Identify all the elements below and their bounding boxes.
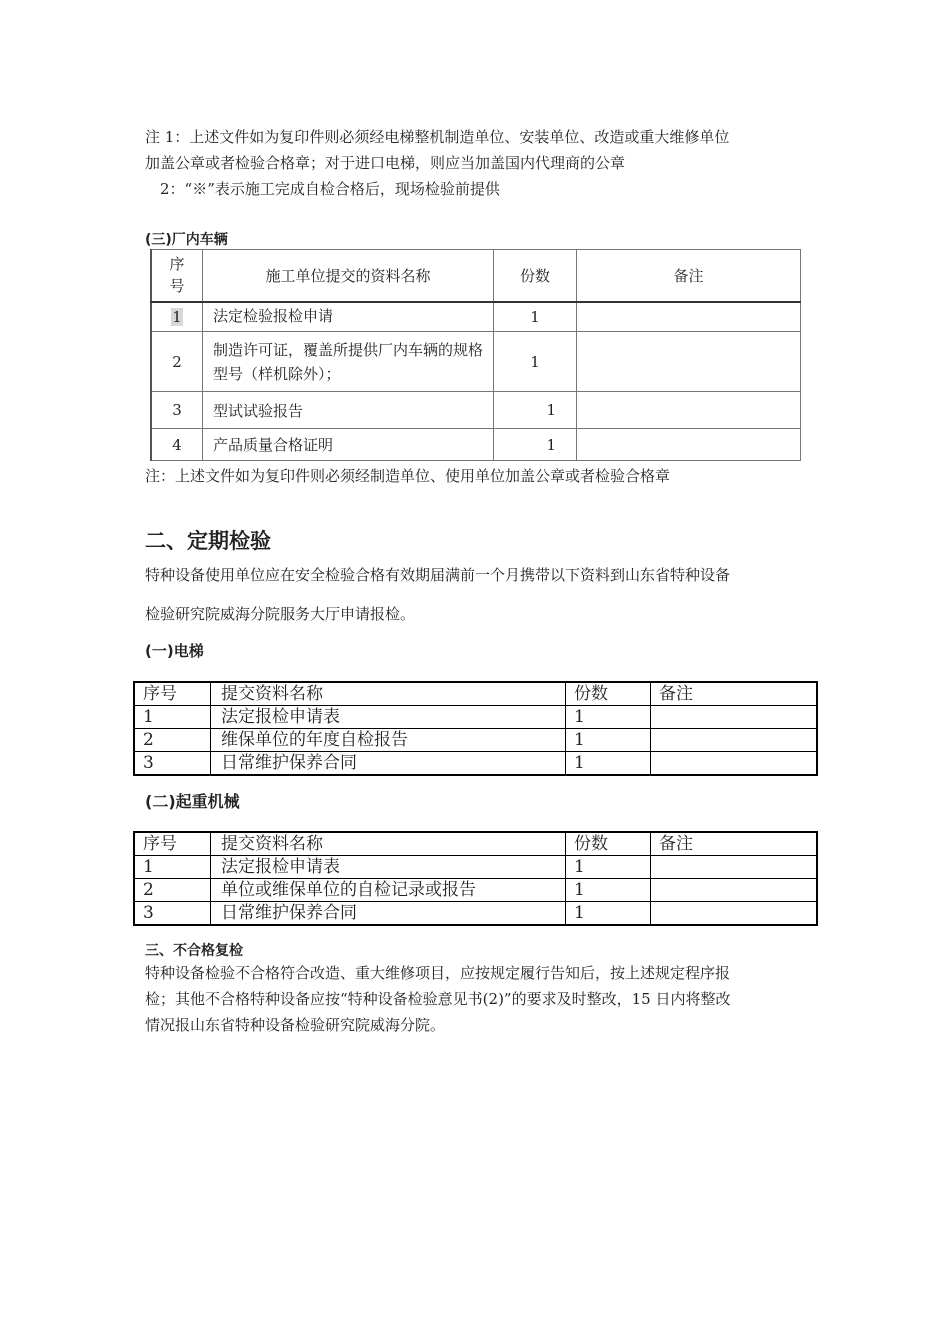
cell-name: 产品质量合格证明 xyxy=(203,429,494,461)
recheck-line-2: 检；其他不合格特种设备应按“特种设备检验意见书(2)”的要求及时整改，15 日内将整改 xyxy=(145,990,731,1008)
cell-count: 1 xyxy=(566,729,651,752)
cell-name: 日常维护保养合同 xyxy=(211,902,566,926)
col-header-no: 序号 xyxy=(134,682,211,706)
col-header-no: 序号 xyxy=(134,832,211,856)
table-row xyxy=(151,302,801,332)
vehicles-table xyxy=(150,249,801,461)
col-header-count: 份数 xyxy=(566,832,651,856)
cell-remark xyxy=(577,302,801,332)
cell-no: 2 xyxy=(151,332,203,392)
table-row xyxy=(151,332,801,392)
cell-name: 日常维护保养合同 xyxy=(211,752,566,776)
cell-no: 1 xyxy=(134,706,211,729)
cell-name: 单位或维保单位的自检记录或报告 xyxy=(211,879,566,902)
cell-remark xyxy=(651,902,818,926)
table-row xyxy=(134,879,817,902)
col-header-remark: 备注 xyxy=(577,250,801,302)
table-header-row xyxy=(151,250,801,302)
cell-no: 3 xyxy=(134,902,211,926)
cell-remark xyxy=(651,706,818,729)
cell-remark xyxy=(651,729,818,752)
table-row xyxy=(134,902,817,926)
table-row xyxy=(134,856,817,879)
cell-no: 4 xyxy=(151,429,203,461)
col-header-name: 提交资料名称 xyxy=(211,832,566,856)
cell-count: 1 xyxy=(494,392,577,429)
cell-name: 制造许可证，覆盖所提供厂内车辆的规格型号（样机除外）； xyxy=(203,332,494,392)
cell-count: 1 xyxy=(566,879,651,902)
cell-no: 1 xyxy=(151,302,203,332)
table-header-row xyxy=(134,832,817,856)
recheck-line-3: 情况报山东省特种设备检验研究院威海分院。 xyxy=(145,1016,446,1034)
table-row xyxy=(134,706,817,729)
cell-count: 1 xyxy=(494,332,577,392)
cell-count: 1 xyxy=(566,706,651,729)
cell-no: 1 xyxy=(134,856,211,879)
cell-no: 2 xyxy=(134,729,211,752)
note-line-3: 2：“※”表示施工完成自检合格后，现场检验前提供 xyxy=(160,180,500,198)
vehicles-note: 注：上述文件如为复印件则必须经制造单位、使用单位加盖公章或者检验合格章 xyxy=(145,467,671,485)
col-header-count: 份数 xyxy=(494,250,577,302)
cell-remark xyxy=(577,392,801,429)
vehicles-title: (三)厂内车辆 xyxy=(145,232,228,248)
cell-count: 1 xyxy=(494,302,577,332)
periodic-heading: 二、定期检验 xyxy=(145,529,271,553)
elevator-title: (一)电梯 xyxy=(145,642,204,660)
periodic-intro-2: 检验研究院威海分院服务大厅申请报检。 xyxy=(145,605,416,623)
recheck-line-1: 特种设备检验不合格符合改造、重大维修项目，应按规定履行告知后，按上述规定程序报 xyxy=(145,964,731,982)
cell-count: 1 xyxy=(566,752,651,776)
col-header-name: 提交资料名称 xyxy=(211,682,566,706)
recheck-heading: 三、不合格复检 xyxy=(145,943,243,959)
col-header-remark: 备注 xyxy=(651,832,818,856)
table-row xyxy=(151,429,801,461)
col-header-no: 序号 xyxy=(151,250,203,302)
table-row xyxy=(134,752,817,776)
table-row xyxy=(151,392,801,429)
cell-name: 维保单位的年度自检报告 xyxy=(211,729,566,752)
elevator-table xyxy=(133,681,818,776)
col-header-remark: 备注 xyxy=(651,682,818,706)
cell-name: 法定检验报检申请 xyxy=(203,302,494,332)
periodic-intro-1: 特种设备使用单位应在安全检验合格有效期届满前一个月携带以下资料到山东省特种设备 xyxy=(145,566,731,584)
cell-remark xyxy=(577,332,801,392)
cell-name: 法定报检申请表 xyxy=(211,856,566,879)
table-header-row xyxy=(134,682,817,706)
col-header-name: 施工单位提交的资料名称 xyxy=(203,250,494,302)
cell-remark xyxy=(651,856,818,879)
cell-remark xyxy=(577,429,801,461)
crane-title: (二)起重机械 xyxy=(145,792,240,811)
cell-count: 1 xyxy=(566,856,651,879)
cell-count: 1 xyxy=(494,429,577,461)
note-line-1: 注 1：上述文件如为复印件则必须经电梯整机制造单位、安装单位、改造或重大维修单位 xyxy=(145,128,730,146)
col-header-count: 份数 xyxy=(566,682,651,706)
table-row xyxy=(134,729,817,752)
cell-no: 2 xyxy=(134,879,211,902)
cell-no: 3 xyxy=(134,752,211,776)
cell-name: 法定报检申请表 xyxy=(211,706,566,729)
cell-name: 型试试验报告 xyxy=(203,392,494,429)
crane-table xyxy=(133,831,818,926)
cell-count: 1 xyxy=(566,902,651,926)
cell-remark xyxy=(651,879,818,902)
note-line-2: 加盖公章或者检验合格章；对于进口电梯，则应当加盖国内代理商的公章 xyxy=(145,154,626,172)
cell-no: 3 xyxy=(151,392,203,429)
cell-remark xyxy=(651,752,818,776)
